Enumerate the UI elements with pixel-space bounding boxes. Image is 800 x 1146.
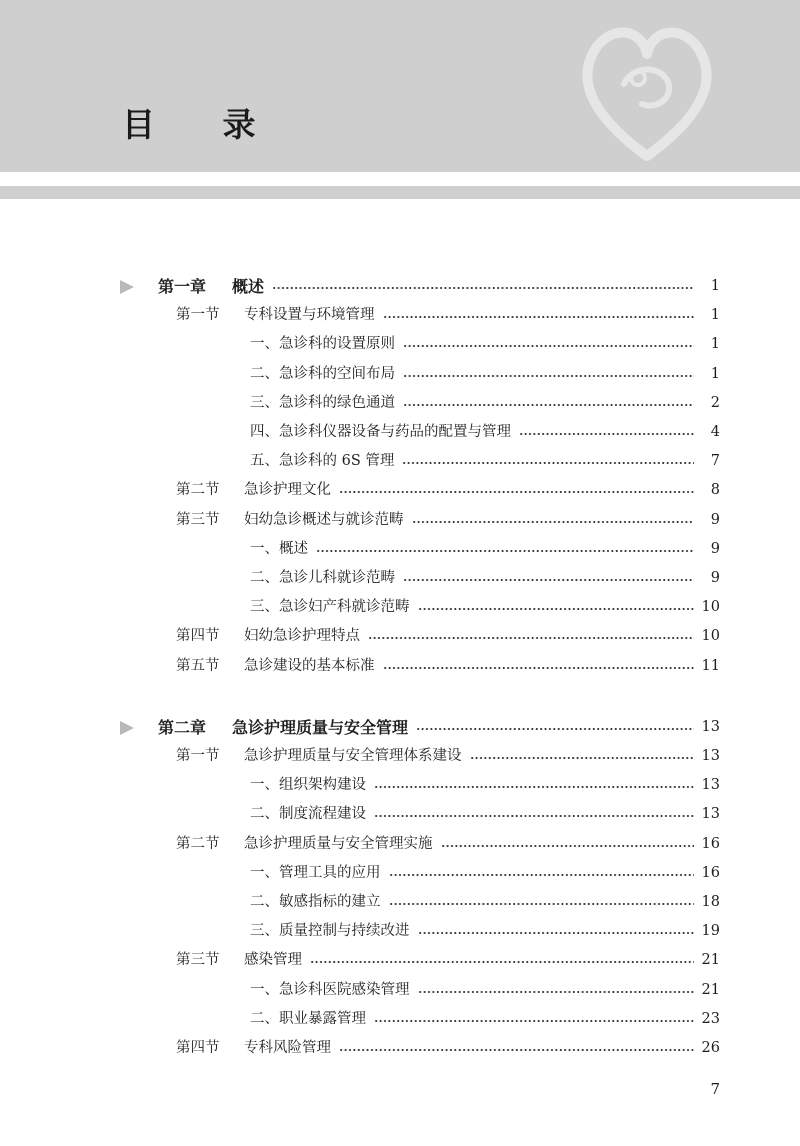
toc-page-number: 13 bbox=[701, 718, 720, 735]
toc-item-row[interactable] bbox=[0, 360, 800, 389]
toc-page-number: 1 bbox=[710, 278, 720, 294]
toc-section-row[interactable] bbox=[0, 946, 800, 975]
toc-entry-label bbox=[250, 330, 395, 359]
toc-entry-title: 急诊护理质量与安全管理体系建设 bbox=[244, 748, 462, 764]
toc-entry-title: 二、职业暴露管理 bbox=[250, 1010, 366, 1027]
toc-entry-number: 第三节 bbox=[176, 952, 220, 969]
leader-dots bbox=[402, 457, 694, 469]
toc-item-row[interactable] bbox=[0, 389, 800, 418]
toc-page-number: 11 bbox=[701, 657, 720, 674]
toc-entry-title: 三、急诊妇产科就诊范畴 bbox=[250, 599, 410, 616]
toc-entry-label bbox=[176, 476, 331, 505]
toc-section-row[interactable] bbox=[0, 476, 800, 505]
toc-page-number: 19 bbox=[701, 923, 720, 940]
toc-entry-title: 二、急诊科的空间布局 bbox=[250, 365, 395, 382]
triangle-arrow-icon bbox=[120, 280, 134, 294]
toc-entry-title: 急诊护理文化 bbox=[244, 482, 331, 499]
toc-entry-title: 急诊护理质量与安全管理实施 bbox=[244, 835, 433, 852]
toc-entry-title: 一、急诊科的设置原则 bbox=[250, 336, 395, 353]
toc-entry-title: 一、概述 bbox=[250, 540, 308, 557]
leader-dots bbox=[339, 1044, 694, 1056]
toc-entry-title: 一、组织架构建设 bbox=[250, 777, 366, 794]
leader-dots bbox=[389, 869, 694, 881]
toc-item-row[interactable] bbox=[0, 771, 800, 800]
toc-entry-number: 第四节 bbox=[176, 1040, 220, 1056]
toc-page-number: 26 bbox=[701, 1040, 720, 1056]
toc-page-number: 16 bbox=[701, 835, 720, 852]
toc-entry-title: 二、急诊儿科就诊范畴 bbox=[250, 570, 395, 586]
toc-entry-title: 妇幼急诊概述与就诊范畴 bbox=[244, 511, 404, 528]
toc-entry-label bbox=[176, 1034, 331, 1063]
toc-page-number: 13 bbox=[701, 777, 720, 794]
toc-page-number: 2 bbox=[710, 394, 720, 411]
toc-page-number: 9 bbox=[710, 540, 720, 557]
toc-item-row[interactable] bbox=[0, 535, 800, 564]
leader-dots bbox=[374, 781, 694, 793]
toc-entry-label bbox=[250, 593, 410, 622]
toc-section-row[interactable] bbox=[0, 830, 800, 859]
toc-entry-label bbox=[250, 888, 381, 917]
toc-entry-number: 第一节 bbox=[176, 748, 220, 764]
toc-page-number: 4 bbox=[710, 424, 720, 440]
toc-entry-title: 专科设置与环境管理 bbox=[244, 307, 375, 324]
toc-chapter-row[interactable] bbox=[0, 272, 800, 301]
toc-page-number: 9 bbox=[710, 570, 720, 586]
toc-entry-number: 第五节 bbox=[176, 657, 220, 674]
leader-dots bbox=[368, 632, 694, 644]
leader-dots bbox=[403, 399, 694, 411]
toc-entry-number: 第三节 bbox=[176, 511, 220, 528]
toc-entry-number: 第四节 bbox=[176, 628, 220, 645]
toc-page-number: 21 bbox=[701, 981, 720, 998]
toc-page-number: 23 bbox=[701, 1010, 720, 1027]
toc-page-number: 16 bbox=[701, 864, 720, 881]
toc-item-row[interactable] bbox=[0, 593, 800, 622]
toc-page-number: 1 bbox=[710, 307, 720, 324]
toc-item-row[interactable] bbox=[0, 564, 800, 593]
toc-entry-label bbox=[250, 771, 366, 800]
toc-item-row[interactable] bbox=[0, 1005, 800, 1034]
toc-entry-title: 妇幼急诊护理特点 bbox=[244, 628, 360, 645]
toc-entry-label bbox=[250, 917, 410, 946]
toc-entry-label bbox=[250, 800, 366, 829]
toc-entry-title: 三、急诊科的绿色通道 bbox=[250, 394, 395, 411]
toc-entry-number: 第一节 bbox=[176, 307, 220, 324]
leader-dots bbox=[418, 986, 694, 998]
toc-page-number: 21 bbox=[701, 952, 720, 969]
toc-entry-title: 二、敏感指标的建立 bbox=[250, 894, 381, 910]
toc-entry-label bbox=[176, 946, 302, 975]
toc-entry-title: 四、急诊科仪器设备与药品的配置与管理 bbox=[250, 424, 511, 440]
toc-item-row[interactable] bbox=[0, 888, 800, 917]
leader-dots bbox=[374, 1015, 694, 1027]
leader-dots bbox=[403, 574, 694, 586]
toc-page-number: 10 bbox=[701, 599, 720, 616]
leader-dots bbox=[418, 927, 694, 939]
toc-chapter-row[interactable] bbox=[0, 713, 800, 742]
leader-dots bbox=[412, 516, 694, 528]
toc-item-row[interactable] bbox=[0, 800, 800, 829]
toc-entry-label bbox=[250, 418, 511, 447]
leader-dots bbox=[418, 603, 694, 615]
toc-entry-label bbox=[250, 447, 394, 476]
leader-dots bbox=[389, 898, 694, 910]
toc-entry-label bbox=[176, 622, 360, 651]
leader-dots bbox=[441, 840, 694, 852]
toc-entry-label bbox=[250, 1005, 366, 1034]
toc-item-row[interactable] bbox=[0, 917, 800, 946]
toc-entry-title: 一、急诊科医院感染管理 bbox=[250, 981, 410, 998]
leader-dots bbox=[310, 956, 694, 968]
toc-item-row[interactable] bbox=[0, 976, 800, 1005]
toc-entry-label bbox=[250, 360, 395, 389]
toc-item-row[interactable] bbox=[0, 418, 800, 447]
toc-entry-number: 第二章 bbox=[158, 717, 207, 737]
toc-entry-title: 三、质量控制与持续改进 bbox=[250, 923, 410, 940]
toc-entry-label bbox=[176, 652, 375, 681]
toc-entry-label bbox=[250, 535, 308, 564]
toc-page-number: 1 bbox=[710, 336, 720, 353]
leader-dots bbox=[403, 340, 694, 352]
heart-mother-child-icon bbox=[572, 6, 722, 166]
triangle-arrow-icon bbox=[120, 721, 134, 735]
leader-dots bbox=[470, 752, 694, 764]
toc-entry-label bbox=[158, 713, 408, 742]
toc-item-row[interactable] bbox=[0, 859, 800, 888]
header-band bbox=[0, 0, 800, 172]
leader-dots bbox=[374, 810, 694, 822]
header-stripe bbox=[0, 186, 800, 199]
leader-dots bbox=[519, 428, 694, 440]
toc-page-number: 18 bbox=[701, 894, 720, 910]
toc-entry-number: 第二节 bbox=[176, 482, 220, 499]
toc-entry-title: 概述 bbox=[232, 277, 265, 296]
leader-dots bbox=[383, 311, 694, 323]
toc-item-row[interactable] bbox=[0, 330, 800, 359]
leader-dots bbox=[316, 545, 694, 557]
toc-entry-label bbox=[176, 830, 433, 859]
toc-entry-title: 急诊建设的基本标准 bbox=[244, 657, 375, 674]
toc-page-number: 1 bbox=[710, 365, 720, 382]
leader-dots bbox=[383, 662, 694, 674]
toc-section-row[interactable] bbox=[0, 622, 800, 651]
toc-page-number: 7 bbox=[710, 453, 720, 470]
toc-entry-label bbox=[250, 976, 410, 1005]
toc-page-number: 13 bbox=[701, 748, 720, 764]
toc-entry-title: 二、制度流程建设 bbox=[250, 806, 366, 823]
toc-page-number: 9 bbox=[710, 511, 720, 528]
toc-entry-label bbox=[250, 859, 381, 888]
toc-item-row[interactable] bbox=[0, 447, 800, 476]
toc-entry-label bbox=[158, 272, 264, 301]
leader-dots bbox=[339, 486, 694, 498]
leader-dots bbox=[403, 370, 694, 382]
toc-entry-number: 第一章 bbox=[158, 277, 207, 296]
toc-section-row[interactable] bbox=[0, 1034, 800, 1063]
toc-entry-number: 第二节 bbox=[176, 835, 220, 852]
toc-section-row[interactable] bbox=[0, 742, 800, 771]
toc-section-row[interactable] bbox=[0, 652, 800, 681]
toc-section-row[interactable] bbox=[0, 506, 800, 535]
toc-entry-label bbox=[176, 742, 462, 771]
toc-page-number: 13 bbox=[701, 806, 720, 823]
toc-page-number: 8 bbox=[710, 482, 720, 499]
toc-entry-label bbox=[176, 506, 404, 535]
toc-entry-label bbox=[176, 301, 375, 330]
leader-dots bbox=[272, 282, 694, 294]
toc-entry-title: 急诊护理质量与安全管理 bbox=[232, 717, 409, 737]
toc-entry-title: 感染管理 bbox=[244, 952, 302, 969]
toc-entry-title: 一、管理工具的应用 bbox=[250, 864, 381, 881]
toc-entry-title: 五、急诊科的 6S 管理 bbox=[250, 453, 395, 470]
toc-entry-label bbox=[250, 389, 395, 418]
page-title: 目 录 bbox=[122, 105, 284, 144]
page-number: 7 bbox=[710, 1080, 720, 1098]
leader-dots bbox=[416, 723, 694, 735]
toc-section-row[interactable] bbox=[0, 301, 800, 330]
toc-page-number: 10 bbox=[701, 628, 720, 645]
toc-entry-title: 专科风险管理 bbox=[244, 1040, 331, 1056]
toc-entry-label bbox=[250, 564, 395, 593]
